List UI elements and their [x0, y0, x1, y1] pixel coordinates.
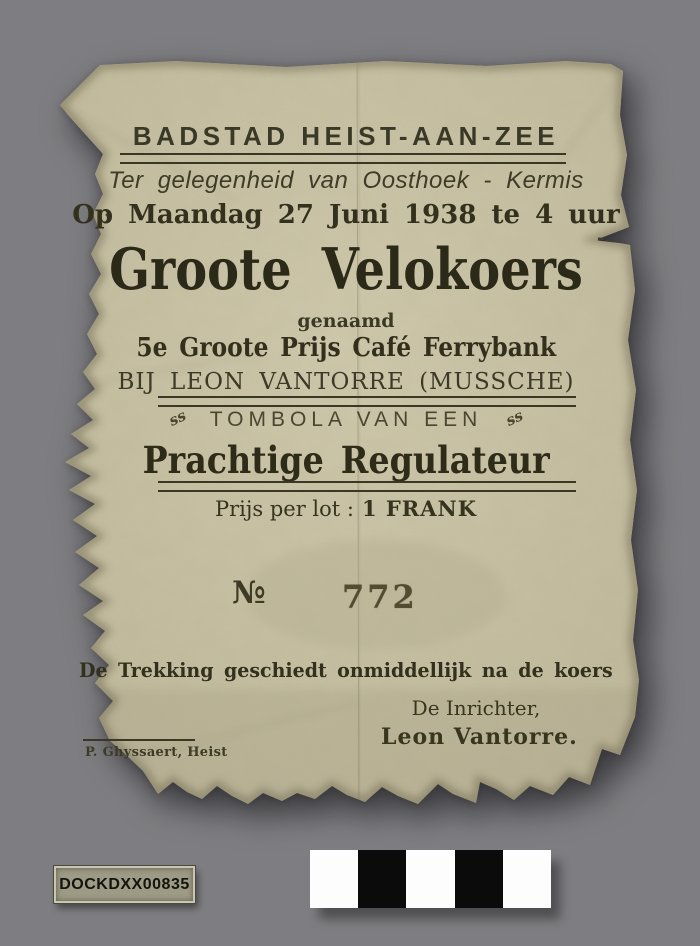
town-header: BADSTAD HEIST-AAN-ZEE	[132, 121, 560, 151]
occasion-line: Ter gelegenheid van Oosthoek - Kermis	[108, 167, 584, 194]
scale-cell-white	[310, 850, 358, 908]
ticket-number-sign: №	[232, 575, 266, 611]
tombola-ornament-right: ss	[503, 406, 527, 430]
tombola-prize-text: Prachtige Regulateur	[142, 438, 550, 482]
price-label: Prijs per lot :	[214, 497, 354, 521]
drawing-note	[46, 658, 646, 682]
tombola-ornament-left: ss	[165, 406, 189, 430]
printer-rule	[83, 739, 195, 741]
catalog-id-plate	[54, 866, 195, 903]
printer-credit: P. Ghyssaert, Heist	[85, 745, 228, 760]
tombola-top-rule	[158, 396, 576, 407]
prize-title	[46, 333, 646, 363]
catalog-id-text: DOCKDXX00835	[59, 875, 190, 893]
tombola-line	[46, 408, 646, 432]
event-title-text: Groote Velokoers	[109, 236, 583, 303]
scale-bar	[310, 850, 551, 908]
organizer-name: Leon Vantorre.	[381, 724, 578, 750]
tombola-bottom-rule	[158, 481, 576, 492]
prize-title-text: 5e Groote Prijs Café Ferrybank	[136, 333, 556, 363]
scale-cell-black	[358, 850, 406, 908]
drawing-note-text: De Trekking geschiedt onmiddellijk na de koers	[79, 658, 613, 682]
price-line	[46, 496, 646, 521]
scale-cell-white	[503, 850, 551, 908]
event-title	[46, 236, 646, 303]
tombola-line-text: TOMBOLA VAN EEN	[209, 408, 483, 431]
scale-cell-white	[406, 850, 454, 908]
tombola-prize	[46, 438, 646, 482]
price-value: 1 FRANK	[361, 496, 477, 521]
scale-cell-black	[455, 850, 503, 908]
organizer-label: De Inrichter,	[411, 696, 541, 720]
event-date-line: Op Maandag 27 Juni 1938 te 4 uur	[72, 200, 620, 230]
named-label: genaamd	[297, 310, 395, 332]
flyer-paper	[46, 55, 646, 820]
venue-line: BIJ LEON VANTORRE (MUSSCHE)	[117, 369, 575, 395]
header-double-rule	[120, 153, 566, 164]
organizer-block	[381, 696, 578, 750]
ticket-number-value: 772	[342, 578, 418, 616]
